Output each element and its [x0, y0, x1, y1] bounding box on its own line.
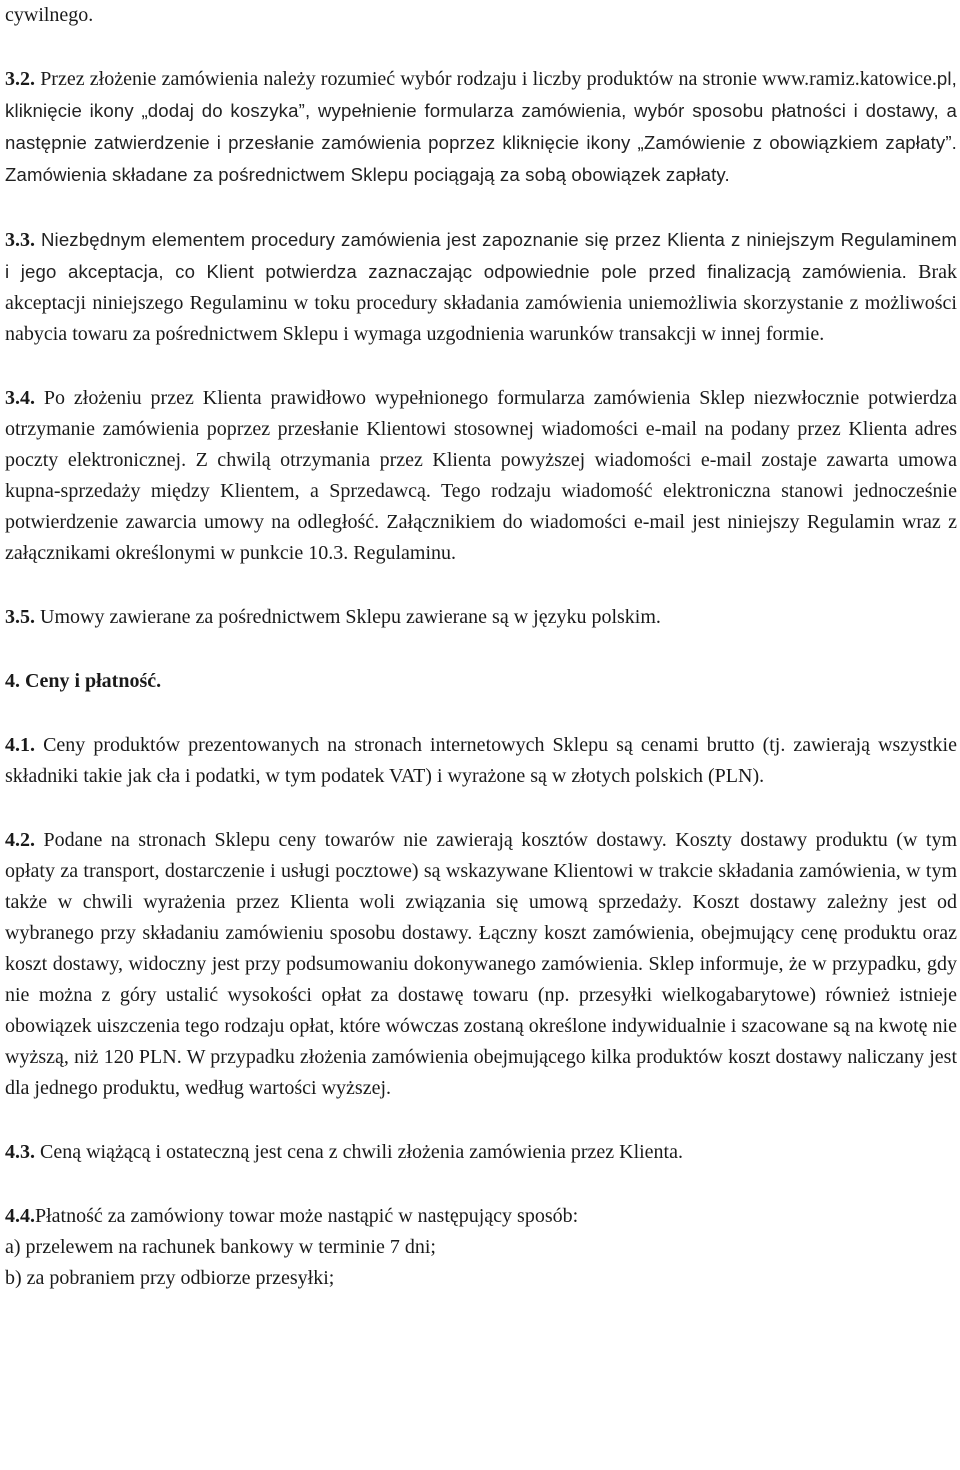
section-text: Podane na stronach Sklepu ceny towarów nie zawierają kosztów dostawy. Koszty dostawy produktu (w tym opłaty za transport, dostarczenie i usługi pocztowe) są wskazywane Klientowi w trakcie składania zamówienia, w tym także w chwili wyrażenia przez Klienta woli związania się umową sprzedaży. Koszt dostawy zależny jest od wybranego przy składaniu zamówieniu sposobu dostawy. Łączny koszt zamówienia, obejmujący cenę produktu oraz koszt dostawy, widoczny jest przy podsumowaniu dokonywanego zamówienia. Sklep informuje, że w przypadku, gdy nie można z góry ustalić wysokości opłat za dostawę towaru (np. przesyłki wielkogabarytowe) również istnieje obowiązek uiszczenia tego rodzaju opłat, które wówczas zostaną określone indywidualnie i szacowane są na kwotę nie wyższą, niż 120 PLN. W przypadku złożenia zamówienia obejmującego kilka produktów koszt dostawy naliczany jest dla jednego produktu, według wartości wyższej.	[5, 829, 957, 1099]
section-text: Po złożeniu przez Klienta prawidłowo wypełnionego formularza zamówienia Sklep niezwłocznie potwierdza otrzymanie zamówienia poprzez przesłanie Klientowi stosownej wiadomości e-mail na podany przez Klienta adres poczty elektronicznej. Z chwilą otrzymania przez Klienta powyższej wiadomości e-mail zostaje zawarta umowa kupna-sprzedaży między Klientem, a Sprzedawcą. Tego rodzaju wiadomość elektroniczna stanowi jednocześnie potwierdzenie zawarcia umowy na odległość. Załącznikiem do wiadomości e-mail jest niniejszy Regulamin wraz z załącznikami określonymi w punkcie 10.3. Regulaminu.	[5, 387, 957, 564]
section-number: 4.4.	[5, 1205, 35, 1227]
list-item: a) przelewem na rachunek bankowy w terminie 7 dni;	[5, 1236, 436, 1258]
section-number: 4.3.	[5, 1141, 35, 1163]
section-4-4	[5, 1201, 957, 1232]
document-page	[5, 0, 957, 1294]
section-4-2	[5, 825, 957, 1104]
section-text: Ceny produktów prezentowanych na stronach internetowych Sklepu są cenami brutto (tj. zawierają wszystkie składniki takie jak cła i podatki, w tym podatek VAT) i wyrażone są w złotych polskich (PLN).	[5, 734, 957, 787]
section-number: 3.5.	[5, 606, 35, 628]
list-item: b) za pobraniem przy odbiorze przesyłki;	[5, 1267, 335, 1289]
section-text: Przez złożenie zamówienia należy rozumieć wybór rodzaju i liczby produktów na stronie www.ramiz.katowice.	[35, 68, 937, 90]
section-text: Umowy zawierane za pośrednictwem Sklepu zawierane są w języku polskim.	[35, 606, 661, 628]
section-text: Niezbędnym elementem procedury zamówienia jest zapoznanie się przez Klienta z niniejszym Regulaminem i jego akceptacja, co Klient potwierdza zaznaczając odpowiednie pole przed finalizacją zamówienia.	[5, 229, 957, 282]
heading-title: Ceny i płatność.	[20, 670, 162, 692]
section-number: 4.1.	[5, 734, 35, 756]
section-3-3	[5, 224, 957, 350]
section-text: Płatność za zamówiony towar może nastąpić w następujący sposób:	[35, 1205, 579, 1227]
section-text: pl, kliknięcie ikony „dodaj do koszyka”, wypełnienie formularza zamówienia, wybór sposobu płatności i dostawy, a następnie zatwierdzenie i przesłanie zamówienia poprzez kliknięcie ikony „Zamówienie z obowiązkiem zapłaty”. Zamówienia składane za pośrednictwem Sklepu pociągają za sobą obowiązek zapłaty.	[5, 68, 957, 185]
heading-number: 4.	[5, 670, 20, 692]
section-4-1	[5, 730, 957, 792]
section-text: Brak akceptacji niniejszego Regulaminu w toku procedury składania zamówienia uniemożliwia skorzystanie z możliwości nabycia towaru za pośrednictwem Sklepu i wymaga uzgodnienia warunków transakcji w innej formie.	[5, 261, 957, 345]
section-number: 3.3.	[5, 229, 35, 251]
section-number: 4.2.	[5, 829, 35, 851]
section-4-3	[5, 1137, 957, 1168]
section-number: 3.4.	[5, 387, 35, 409]
section-3-4	[5, 383, 957, 569]
section-4-heading	[5, 666, 957, 697]
section-3-2	[5, 63, 957, 191]
section-3-5	[5, 602, 957, 633]
section-text: Ceną wiążącą i ostateczną jest cena z chwili złożenia zamówienia przez Klienta.	[35, 1141, 683, 1163]
section-number: 3.2.	[5, 68, 35, 90]
lead-text: cywilnego.	[5, 4, 94, 26]
